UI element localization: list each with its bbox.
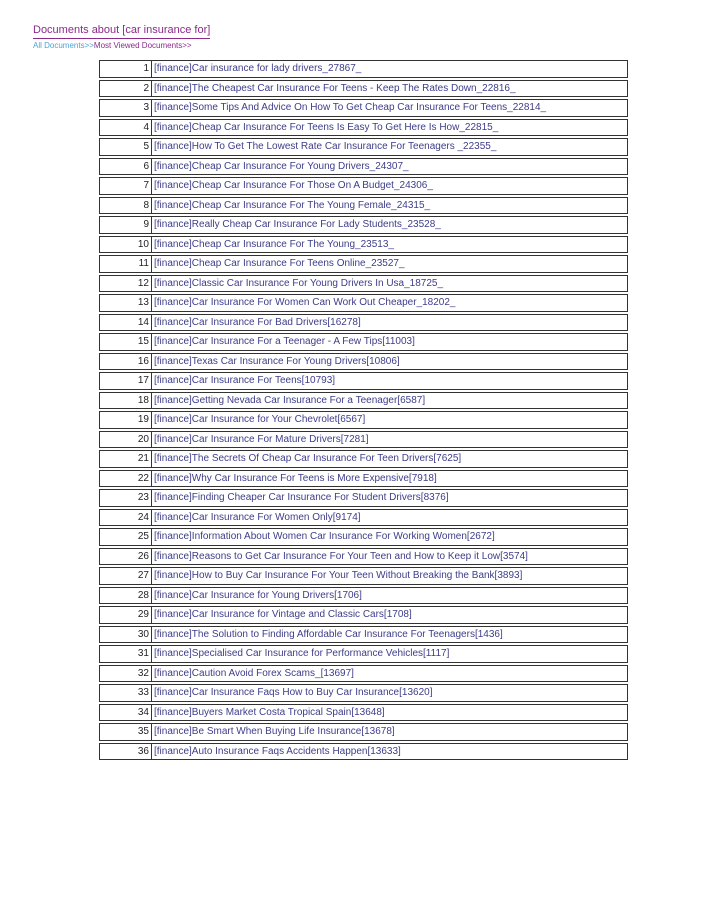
row-number: 26 <box>99 548 152 566</box>
table-row <box>99 372 628 390</box>
document-link[interactable]: [finance]Cheap Car Insurance For Those On A Budget_24306_ <box>154 180 433 192</box>
document-cell <box>152 197 628 215</box>
row-number: 33 <box>99 684 152 702</box>
document-cell <box>152 236 628 254</box>
table-row <box>99 645 628 663</box>
document-cell <box>152 704 628 722</box>
document-link[interactable]: [finance]Caution Avoid Forex Scams_[13697] <box>154 667 354 679</box>
table-row <box>99 704 628 722</box>
row-number: 19 <box>99 411 152 429</box>
table-row <box>99 587 628 605</box>
table-row <box>99 314 628 332</box>
row-number: 3 <box>99 99 152 117</box>
document-cell <box>152 158 628 176</box>
document-cell <box>152 723 628 741</box>
document-cell <box>152 606 628 624</box>
table-row <box>99 470 628 488</box>
document-link[interactable]: [finance]Really Cheap Car Insurance For Lady Students_23528_ <box>154 219 441 231</box>
document-link[interactable]: [finance]Finding Cheaper Car Insurance For Student Drivers[8376] <box>154 492 449 504</box>
table-row <box>99 60 628 78</box>
documents-table <box>99 58 628 762</box>
document-cell <box>152 255 628 273</box>
document-cell <box>152 372 628 390</box>
document-link[interactable]: [finance]How To Get The Lowest Rate Car Insurance For Teenagers _22355_ <box>154 141 497 153</box>
document-link[interactable]: [finance]How to Buy Car Insurance For Your Teen Without Breaking the Bank[3893] <box>154 570 523 582</box>
document-cell <box>152 411 628 429</box>
document-cell <box>152 470 628 488</box>
document-link[interactable]: [finance]Car Insurance For Teens[10793] <box>154 375 336 387</box>
document-link[interactable]: [finance]Cheap Car Insurance For The Young_23513_ <box>154 238 394 250</box>
row-number: 14 <box>99 314 152 332</box>
document-cell <box>152 684 628 702</box>
document-link[interactable]: [finance]Cheap Car Insurance For Young Drivers_24307_ <box>154 160 409 172</box>
table-row <box>99 606 628 624</box>
table-row <box>99 216 628 234</box>
document-link[interactable]: [finance]The Solution to Finding Affordable Car Insurance For Teenagers[1436] <box>154 628 503 640</box>
table-row <box>99 450 628 468</box>
document-link[interactable]: [finance]Car insurance for lady drivers_27867_ <box>154 63 362 75</box>
row-number: 35 <box>99 723 152 741</box>
table-row <box>99 489 628 507</box>
document-link[interactable]: [finance]Reasons to Get Car Insurance For Your Teen and How to Keep it Low[3574] <box>154 550 528 562</box>
document-link[interactable]: [finance]The Cheapest Car Insurance For Teens - Keep The Rates Down_22816_ <box>154 82 516 94</box>
document-cell <box>152 80 628 98</box>
table-row <box>99 138 628 156</box>
documents-table-body <box>99 60 628 760</box>
row-number: 4 <box>99 119 152 137</box>
row-number: 17 <box>99 372 152 390</box>
row-number: 24 <box>99 509 152 527</box>
table-row <box>99 333 628 351</box>
document-link[interactable]: [finance]Some Tips And Advice On How To Get Cheap Car Insurance For Teens_22814_ <box>154 102 547 114</box>
page-header <box>33 20 728 52</box>
row-number: 30 <box>99 626 152 644</box>
document-link[interactable]: [finance]Car Insurance for Young Drivers[1706] <box>154 589 362 601</box>
table-row <box>99 743 628 761</box>
document-cell <box>152 177 628 195</box>
table-row <box>99 99 628 117</box>
row-number: 18 <box>99 392 152 410</box>
row-number: 2 <box>99 80 152 98</box>
table-row <box>99 80 628 98</box>
document-cell <box>152 665 628 683</box>
breadcrumb-all-documents[interactable]: All Documents>> <box>33 41 94 50</box>
table-row <box>99 626 628 644</box>
document-link[interactable]: [finance]Be Smart When Buying Life Insurance[13678] <box>154 726 395 738</box>
row-number: 9 <box>99 216 152 234</box>
breadcrumb-most-viewed[interactable]: Most Viewed Documents>> <box>93 41 192 50</box>
table-row <box>99 665 628 683</box>
row-number: 13 <box>99 294 152 312</box>
document-cell <box>152 119 628 137</box>
row-number: 31 <box>99 645 152 663</box>
document-cell <box>152 294 628 312</box>
document-link[interactable]: [finance]Cheap Car Insurance For The Young Female_24315_ <box>154 199 431 211</box>
table-row <box>99 723 628 741</box>
document-cell <box>152 353 628 371</box>
document-cell <box>152 489 628 507</box>
table-row <box>99 431 628 449</box>
table-row <box>99 294 628 312</box>
document-link[interactable]: [finance]Car Insurance For Bad Drivers[16278] <box>154 316 361 328</box>
document-link[interactable]: [finance]Car Insurance For Women Can Work Out Cheaper_18202_ <box>154 297 456 309</box>
document-cell <box>152 743 628 761</box>
row-number: 16 <box>99 353 152 371</box>
table-row <box>99 255 628 273</box>
document-link[interactable]: [finance]Classic Car Insurance For Young Drivers In Usa_18725_ <box>154 277 444 289</box>
document-cell <box>152 216 628 234</box>
document-cell <box>152 392 628 410</box>
table-row <box>99 548 628 566</box>
row-number: 12 <box>99 275 152 293</box>
document-cell <box>152 450 628 468</box>
row-number: 15 <box>99 333 152 351</box>
document-cell <box>152 567 628 585</box>
row-number: 22 <box>99 470 152 488</box>
row-number: 25 <box>99 528 152 546</box>
row-number: 32 <box>99 665 152 683</box>
row-number: 8 <box>99 197 152 215</box>
row-number: 36 <box>99 743 152 761</box>
document-link[interactable]: [finance]Car Insurance For a Teenager - A Few Tips[11003] <box>154 336 415 348</box>
document-link[interactable]: [finance]Auto Insurance Faqs Accidents Happen[13633] <box>154 745 401 757</box>
document-cell <box>152 275 628 293</box>
table-row <box>99 392 628 410</box>
table-row <box>99 236 628 254</box>
document-cell <box>152 431 628 449</box>
document-cell <box>152 314 628 332</box>
document-link[interactable]: [finance]Cheap Car Insurance For Teens Is Easy To Get Here Is How_22815_ <box>154 121 499 133</box>
row-number: 11 <box>99 255 152 273</box>
table-row <box>99 119 628 137</box>
table-row <box>99 528 628 546</box>
table-row <box>99 158 628 176</box>
page-title: Documents about [car insurance for] <box>33 23 210 39</box>
document-link[interactable]: [finance]Information About Women Car Insurance For Working Women[2672] <box>154 531 495 543</box>
document-link[interactable]: [finance]The Secrets Of Cheap Car Insurance For Teen Drivers[7625] <box>154 453 462 465</box>
document-link[interactable]: [finance]Car Insurance for Your Chevrolet[6567] <box>154 414 366 426</box>
document-link[interactable]: [finance]Car Insurance For Women Only[9174] <box>154 511 361 523</box>
document-link[interactable]: [finance]Texas Car Insurance For Young Drivers[10806] <box>154 355 400 367</box>
document-cell <box>152 587 628 605</box>
row-number: 23 <box>99 489 152 507</box>
table-row <box>99 197 628 215</box>
document-cell <box>152 99 628 117</box>
row-number: 7 <box>99 177 152 195</box>
document-cell <box>152 626 628 644</box>
table-row <box>99 275 628 293</box>
table-row <box>99 684 628 702</box>
document-link[interactable]: [finance]Specialised Car Insurance for Performance Vehicles[1117] <box>154 648 450 660</box>
row-number: 10 <box>99 236 152 254</box>
document-link[interactable]: [finance]Car Insurance Faqs How to Buy Car Insurance[13620] <box>154 687 433 699</box>
breadcrumb <box>33 40 728 52</box>
document-cell <box>152 138 628 156</box>
table-row <box>99 353 628 371</box>
document-cell <box>152 528 628 546</box>
table-row <box>99 411 628 429</box>
document-cell <box>152 333 628 351</box>
table-row <box>99 177 628 195</box>
row-number: 6 <box>99 158 152 176</box>
row-number: 1 <box>99 60 152 78</box>
row-number: 5 <box>99 138 152 156</box>
document-link[interactable]: [finance]Car Insurance For Mature Drivers[7281] <box>154 433 369 445</box>
document-cell <box>152 645 628 663</box>
document-cell <box>152 60 628 78</box>
document-link[interactable]: [finance]Car Insurance for Vintage and Classic Cars[1708] <box>154 609 412 621</box>
document-cell <box>152 509 628 527</box>
row-number: 27 <box>99 567 152 585</box>
document-link[interactable]: [finance]Why Car Insurance For Teens is More Expensive[7918] <box>154 472 437 484</box>
row-number: 34 <box>99 704 152 722</box>
document-cell <box>152 548 628 566</box>
document-link[interactable]: [finance]Getting Nevada Car Insurance For a Teenager[6587] <box>154 394 426 406</box>
row-number: 29 <box>99 606 152 624</box>
table-row <box>99 509 628 527</box>
row-number: 28 <box>99 587 152 605</box>
document-link[interactable]: [finance]Buyers Market Costa Tropical Spain[13648] <box>154 706 385 718</box>
row-number: 20 <box>99 431 152 449</box>
row-number: 21 <box>99 450 152 468</box>
document-link[interactable]: [finance]Cheap Car Insurance For Teens Online_23527_ <box>154 258 405 270</box>
table-row <box>99 567 628 585</box>
